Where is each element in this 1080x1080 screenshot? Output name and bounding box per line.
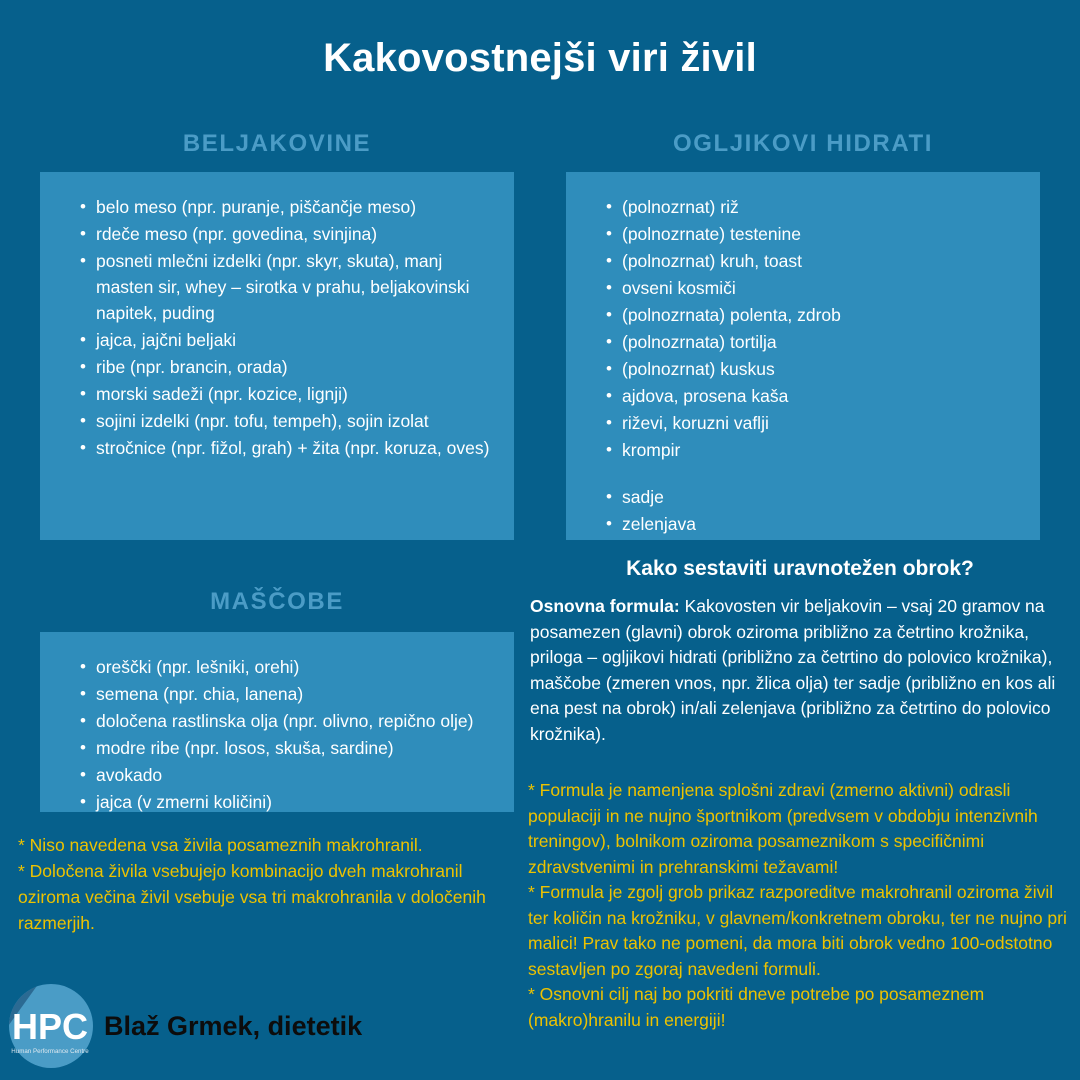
hpc-logo-text: HPC xyxy=(11,1006,89,1047)
list-item: • (polnozrnate) testenine xyxy=(606,221,1026,247)
page-title: Kakovostnejši viri živil xyxy=(323,36,757,80)
author-name: Blaž Grmek, dietetik xyxy=(104,1010,363,1041)
meal-formula-label: Osnovna formula: xyxy=(530,596,680,616)
list-item: • riževi, koruzni vaflji xyxy=(606,410,1026,436)
list-item: • semena (npr. chia, lanena) xyxy=(80,681,500,707)
list-spacer xyxy=(606,464,1026,484)
list-item: • določena rastlinska olja (npr. olivno, repično olje) xyxy=(80,708,500,734)
fats-list xyxy=(40,632,514,815)
list-item: • (polnozrnata) tortilja xyxy=(606,329,1026,355)
list-item: • krompir xyxy=(606,437,1026,463)
list-item: • sojini izdelki (npr. tofu, tempeh), sojin izolat xyxy=(80,408,500,434)
list-item: • ovseni kosmiči xyxy=(606,275,1026,301)
list-item: • avokado xyxy=(80,762,500,788)
list-item: • stročnice (npr. fižol, grah) + žita (npr. koruza, oves) xyxy=(80,435,500,461)
list-item: • posneti mlečni izdelki (npr. skyr, skuta), manj masten sir, whey – sirotka v prahu, beljakovinski napitek, puding xyxy=(80,248,500,326)
list-item: • (polnozrnat) riž xyxy=(606,194,1026,220)
section-header-fats: MAŠČOBE xyxy=(210,588,344,615)
panel-protein xyxy=(40,172,514,540)
protein-list xyxy=(40,172,514,461)
footer-brand xyxy=(6,978,506,1074)
section-header-protein: BELJAKOVINE xyxy=(182,130,372,157)
list-item: • zelenjava xyxy=(606,511,1026,537)
list-item: • (polnozrnata) polenta, zdrob xyxy=(606,302,1026,328)
notes-right xyxy=(528,778,1074,1033)
meal-section-title: Kako sestaviti uravnotežen obrok? xyxy=(626,557,974,580)
section-header-carbs: OGLJIKOVI HIDRATI xyxy=(672,130,934,157)
note-line: * Formula je zgolj grob prikaz razporeditve makrohranil oziroma živil ter količin na krožniku, v glavnem/konkretnem obroku, ter ne nujno pri malici! Prav tako ne pomeni, da mora biti obrok vedno 100-odstotno sestavljen po zgoraj navedeni formuli. xyxy=(528,882,1067,979)
note-line: * Osnovni cilj naj bo pokriti dneve potrebe po posameznem (makro)hranilu in energiji! xyxy=(528,984,985,1030)
meal-formula xyxy=(530,594,1072,747)
note-line: * Določena živila vsebujejo kombinacijo dveh makrohranil oziroma večina živil vsebuje vsa tri makrohranila v določenih razmerjih. xyxy=(18,861,486,933)
panel-carbs xyxy=(566,172,1040,540)
list-item: • ajdova, prosena kaša xyxy=(606,383,1026,409)
notes-left xyxy=(18,832,518,936)
list-item: • jajca (v zmerni količini) xyxy=(80,789,500,815)
carbs-list xyxy=(566,172,1040,537)
list-item: • ribe (npr. brancin, orada) xyxy=(80,354,500,380)
list-item: • rdeče meso (npr. govedina, svinjina) xyxy=(80,221,500,247)
list-item: • modre ribe (npr. losos, skuša, sardine) xyxy=(80,735,500,761)
panel-fats xyxy=(40,632,514,812)
list-item: • belo meso (npr. puranje, piščančje meso) xyxy=(80,194,500,220)
list-item: • (polnozrnat) kuskus xyxy=(606,356,1026,382)
note-line: * Niso navedena vsa živila posameznih makrohranil. xyxy=(18,835,423,855)
note-line: * Formula je namenjena splošni zdravi (zmerno aktivni) odrasli populaciji in ne nujno športnikom (predvsem v obdobju intenzivnih treningov), bolnikom oziroma posameznikom s specifičnimi zdravstvenimi in prehranskimi težavami! xyxy=(528,780,1038,877)
hpc-logo-icon xyxy=(6,981,96,1071)
list-item: • sadje xyxy=(606,484,1026,510)
list-item: • morski sadeži (npr. kozice, lignji) xyxy=(80,381,500,407)
list-item: • oreščki (npr. lešniki, orehi) xyxy=(80,654,500,680)
meal-formula-text: Kakovosten vir beljakovin – vsaj 20 gramov na posamezen (glavni) obrok oziroma približno za četrtino krožnika, priloga – ogljikovi hidrati (približno za četrtino do polovico krožnika), maščobe (zmeren vnos, npr. žlica olja) ter sadje (približno en kos ali ena pest na obrok) in/ali zelenjava (približno za četrtino do polovico krožnika). xyxy=(530,596,1056,744)
list-item: • jajca, jajčni beljaki xyxy=(80,327,500,353)
list-item: • (polnozrnat) kruh, toast xyxy=(606,248,1026,274)
hpc-logo-subtext: Human Performance Centre xyxy=(11,1048,89,1055)
